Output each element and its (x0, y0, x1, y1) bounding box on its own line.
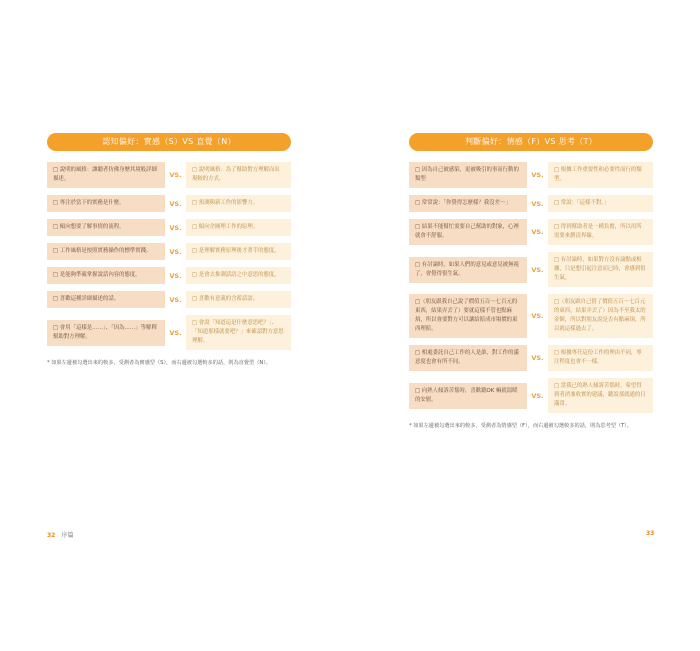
left-statement: □ 有討論時，如果人們的意見或意見被無視了，會覺得很生氣。 (409, 257, 527, 283)
comparison-row (409, 219, 653, 245)
footnote: * 如果左邊被勾選出來的較多，受測者為實感型（S），而右邊被勾選較多的話，則為直覺型（N）。 (47, 360, 272, 366)
comparison-row (409, 195, 653, 212)
right-statement: □ 有討論時，如果對方沒有論點或根據，只是想引起注意而已時，會感到很生氣。 (548, 252, 653, 287)
page-number: 32 (47, 532, 56, 539)
right-statement: □（朋友跟自己借了價值五百～七百元的東西，結果弄丟了）因為不至我太的金額，所以對朋友說是否有點麻煩，所以就這樣過去了。 (548, 294, 653, 338)
comparison-row (47, 162, 291, 188)
left-statement: □ 結果不能幫忙需要自己幫助的對象，心裡就會不舒服。 (409, 219, 527, 245)
comparison-row (409, 252, 653, 287)
right-statement: □ 說明風格：為了幫助對方理解而出現較的方式。 (186, 162, 291, 188)
comparison-list (409, 162, 653, 420)
comparison-row (409, 378, 653, 413)
left-statement: □（朋友跟我自己說了價值五百～七百元的東西，結果弄丟了）要就這樣不管也點麻煩，所以會要對方可以讓給賠成市場價的東西理賠。 (409, 294, 527, 338)
comparison-row (47, 315, 291, 350)
page-label: 序篇 (61, 532, 74, 539)
vs-label: VS. (169, 223, 182, 232)
right-statement: □ 是理解實務原理後才著手的態度。 (186, 243, 291, 260)
vs-label: VS. (169, 199, 182, 208)
left-statement: □ 會用「這樣是……」、「因為……」等解釋幫助對方理解。 (47, 320, 165, 346)
left-page-panel (47, 133, 291, 367)
comparison-row (47, 195, 291, 212)
vs-label: VS. (531, 312, 544, 320)
comparison-row (47, 219, 291, 236)
vs-label: VS. (169, 247, 182, 256)
right-statement: □ 根據工作重要性和必要性而行的類型。 (548, 162, 653, 188)
right-page-panel (409, 133, 653, 430)
comparison-row (47, 267, 291, 284)
right-statement: □ 得到幫助者是一種負擔，所以用所需要來劃清界線。 (548, 219, 653, 245)
left-statement: □ 傾向想要了解事情的流程。 (47, 219, 165, 236)
left-statement: □ 工作風格是按照實務操作的標準實踐。 (47, 243, 165, 260)
left-statement: □ 向熟人傾訴苦惱時，喜歡聽OK 嘛就溫暖的安慰。 (409, 383, 527, 409)
vs-label: VS. (169, 271, 182, 280)
left-statement: □ 喜歡這種詳細描述的話。 (47, 291, 165, 308)
vs-label: VS. (169, 295, 182, 304)
page-number-left (47, 530, 73, 539)
comparison-row (47, 291, 291, 308)
comparison-list (47, 162, 291, 357)
comparison-row (409, 162, 653, 188)
vs-label: VS. (169, 171, 182, 179)
comparison-row (409, 294, 653, 338)
vs-label: VS. (169, 328, 182, 337)
left-statement: □ 是能夠準確掌握說話內容的態度。 (47, 267, 165, 284)
left-statement: □ 相處委託自己工作的人是誰，對工作的滿意度也會有所不同。 (409, 345, 527, 371)
vs-label: VS. (531, 171, 544, 179)
section-header: 認知偏好：實感（S）VS 直覺（N） (47, 133, 291, 151)
vs-label: VS. (531, 391, 544, 400)
left-statement: □ 常常說：「你覺得怎麼樣？我沒差～」 (409, 195, 527, 212)
vs-label: VS. (531, 265, 544, 274)
right-statement: □ 傾向企圖理工作的原理。 (186, 219, 291, 236)
left-statement: □ 因為自己被感染，更被吸引的事而行動的類型 (409, 162, 527, 188)
right-statement: □ 會說「知道這是什麼意思吧？」、「知道那樣就要吧？」來確認對方意思理解。 (186, 315, 291, 350)
right-statement: □ 根據專任這份工作的理由不同，專注程度也會不一樣。 (548, 345, 653, 371)
right-statement: □ 常說：「這樣不對。」 (548, 195, 653, 212)
section-header: 判斷偏好：情感（F）VS 思考（T） (409, 133, 653, 151)
right-statement: □ 預測與新工作的影響力。 (186, 195, 291, 212)
right-statement: □ 喜歡有意義的含蓄話語。 (186, 291, 291, 308)
right-statement: □ 當我已的熟人傾訴苦惱時，希望得到者消兼收實的建議，聽說那就通的日滿常。 (548, 378, 653, 413)
vs-label: VS. (531, 199, 544, 208)
left-statement: □ 說明的風格：讓聽者仿佛身歷其境般詳細描述。 (47, 162, 165, 188)
left-statement: □ 專注於當下的實務是什麼。 (47, 195, 165, 212)
page-number-right: 33 (646, 530, 655, 537)
comparison-row (47, 243, 291, 260)
right-statement: □ 是會去推測話語之中意思的態度。 (186, 267, 291, 284)
comparison-row (409, 345, 653, 371)
vs-label: VS. (531, 354, 544, 362)
vs-label: VS. (531, 228, 544, 236)
footnote: * 如果左邊被勾選出來的較多，受測者為情感型（F），而右邊被勾選較多的話，則為思考型（T）。 (409, 423, 633, 429)
